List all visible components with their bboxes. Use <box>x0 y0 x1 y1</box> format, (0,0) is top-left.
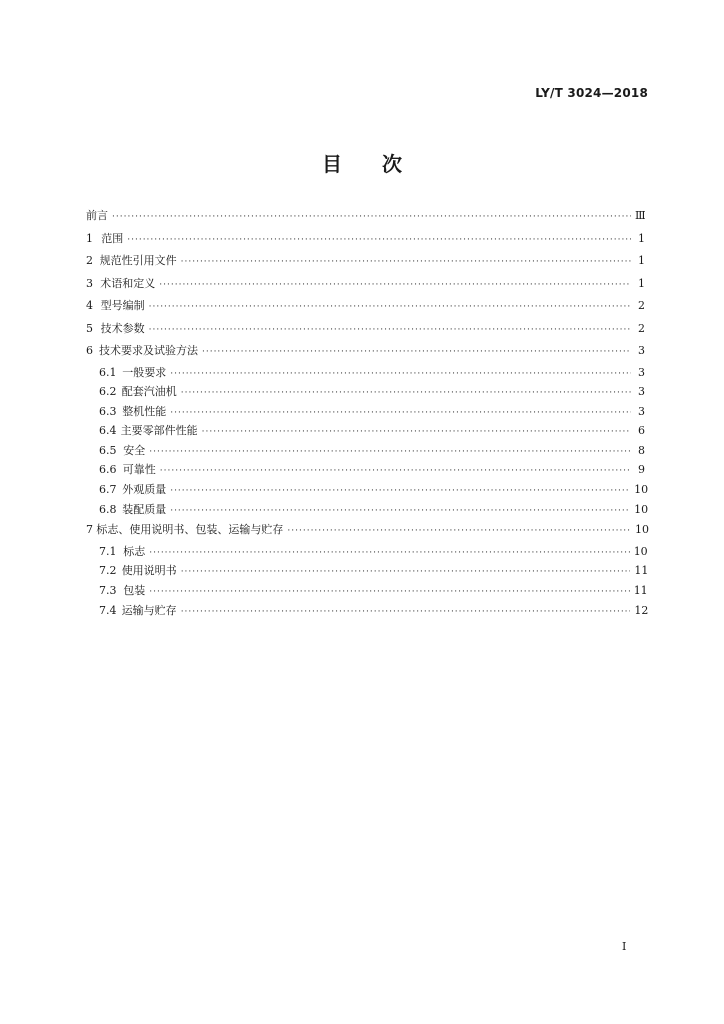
toc-entry[interactable] <box>86 250 645 273</box>
toc-entry-label: 术语和定义 <box>100 276 156 290</box>
toc-leader-dots <box>181 384 631 404</box>
toc-entry-label: 配套汽油机 <box>121 385 177 399</box>
toc-entry-label: 使用说明书 <box>121 564 177 578</box>
toc-entry[interactable] <box>86 500 649 520</box>
toc-entry[interactable] <box>86 295 645 318</box>
toc-entry-number: 6.3 <box>99 404 117 418</box>
toc-entry-label: 包装 <box>123 583 146 597</box>
toc-entry-label: 标志 <box>123 544 146 558</box>
toc-entry-number: 6.4 <box>99 424 117 438</box>
toc-entry-number: 6.1 <box>99 365 117 379</box>
toc-entry-number: 7.2 <box>99 564 117 578</box>
toc-entry-label: 标志、使用说明书、包装、运输与贮存 <box>96 523 284 537</box>
toc-entry-label: 技术要求及试验方法 <box>98 344 198 357</box>
toc-entry-page: 10 <box>634 483 649 497</box>
toc-entry-page: 1 <box>638 231 645 245</box>
toc-entry-label: 可靠性 <box>122 463 156 477</box>
toc-entry-number: 6.7 <box>99 483 117 497</box>
toc-entry-number: 7 <box>86 523 93 537</box>
toc-entry-number: 6 <box>86 344 93 357</box>
toc-leader-dots <box>170 404 631 424</box>
toc-entry-label: 型号编制 <box>100 299 145 312</box>
toc-leader-dots <box>127 229 631 252</box>
toc-entry-page: 10 <box>635 523 649 537</box>
toc-leader-dots <box>287 520 631 543</box>
toc-entry-label: 整机性能 <box>122 404 167 418</box>
toc-entry-number: 6.5 <box>99 443 117 457</box>
toc-entry-number: 7.4 <box>99 603 117 617</box>
toc-entry[interactable] <box>86 441 645 461</box>
toc-entry-page: 1 <box>638 276 645 290</box>
toc-entry-label: 技术参数 <box>100 321 145 335</box>
toc-entry[interactable] <box>86 460 645 480</box>
toc-leader-dots <box>170 482 630 502</box>
toc-entry-page: 3 <box>638 404 645 418</box>
toc-entry[interactable] <box>86 205 645 228</box>
toc-entry-page: 10 <box>634 502 649 516</box>
toc-entry[interactable] <box>86 340 645 363</box>
toc-entry-page: 3 <box>638 365 645 379</box>
toc-entry-number: 6.6 <box>99 463 117 477</box>
toc-entry-number: 6.2 <box>99 385 117 399</box>
toc-entry-page: 3 <box>638 385 645 399</box>
toc-entry[interactable] <box>86 601 649 621</box>
toc-entry[interactable] <box>86 318 645 341</box>
toc-entry-label: 范围 <box>101 231 124 245</box>
toc-leader-dots <box>149 443 631 463</box>
toc-entry[interactable] <box>86 581 648 601</box>
toc-title <box>0 148 724 177</box>
toc-entry-page: Ⅲ <box>635 209 646 222</box>
toc-entry[interactable] <box>86 561 649 581</box>
toc-leader-dots <box>202 423 631 443</box>
toc-leader-dots <box>112 206 631 229</box>
toc-entry-page: 8 <box>638 443 645 457</box>
toc-entry-page: 10 <box>633 544 648 558</box>
toc-entry[interactable] <box>86 402 645 422</box>
toc-entry-number: 3 <box>86 276 93 290</box>
toc-leader-dots <box>149 583 629 603</box>
page-number: I <box>622 940 627 953</box>
toc-entry-page: 11 <box>633 583 648 597</box>
toc-entry-label: 运输与贮存 <box>121 603 177 617</box>
toc-entry-label: 外观质量 <box>122 483 167 497</box>
toc-entry-page: 3 <box>638 344 645 357</box>
toc-entry-page: 11 <box>634 564 649 578</box>
toc-entry-number: 7.1 <box>99 544 117 558</box>
toc-entry-label: 装配质量 <box>122 502 167 516</box>
toc-entry-page: 1 <box>638 254 645 267</box>
toc-entry-number: 7.3 <box>99 583 117 597</box>
toc-entry-page: 2 <box>638 299 645 312</box>
toc-entry-number: 2 <box>86 254 93 267</box>
toc-entry-number: 6.8 <box>99 502 117 516</box>
toc-leader-dots <box>159 274 631 297</box>
standard-number: LY/T 3024—2018 <box>535 86 648 100</box>
toc-leader-dots <box>149 296 631 319</box>
toc-entry-number: 5 <box>86 321 93 335</box>
toc-entry-label: 主要零部件性能 <box>120 424 198 438</box>
toc-entry-page: 9 <box>638 463 645 477</box>
toc-entry-number: 4 <box>86 299 93 312</box>
toc-leader-dots <box>181 603 631 623</box>
toc-entry[interactable] <box>86 382 645 402</box>
toc-leader-dots <box>181 251 631 274</box>
toc-entry-page: 2 <box>638 321 645 335</box>
toc-entry-label: 安全 <box>123 443 146 457</box>
toc-leader-dots <box>149 319 631 342</box>
toc-entry[interactable] <box>86 421 645 441</box>
toc-title-right: 次 <box>382 152 402 176</box>
toc-entry-label: 一般要求 <box>122 365 167 379</box>
toc-leader-dots <box>202 341 631 364</box>
toc-leader-dots <box>149 544 629 564</box>
toc-entry[interactable] <box>86 480 649 500</box>
toc-leader-dots <box>170 365 631 385</box>
toc-entry[interactable] <box>86 228 645 251</box>
table-of-contents <box>86 205 649 620</box>
toc-entry-label: 前言 <box>86 209 108 222</box>
toc-entry[interactable] <box>86 542 648 562</box>
toc-leader-dots <box>160 462 631 482</box>
toc-title-left: 目 <box>322 152 342 176</box>
toc-entry[interactable] <box>86 519 649 542</box>
toc-entry-page: 12 <box>634 603 649 617</box>
toc-leader-dots <box>181 563 631 583</box>
toc-entry-number: 1 <box>86 231 93 245</box>
toc-entry[interactable] <box>86 363 645 383</box>
toc-entry-label: 规范性引用文件 <box>99 254 177 267</box>
toc-entry-page: 6 <box>638 424 645 438</box>
toc-entry[interactable] <box>86 273 645 296</box>
